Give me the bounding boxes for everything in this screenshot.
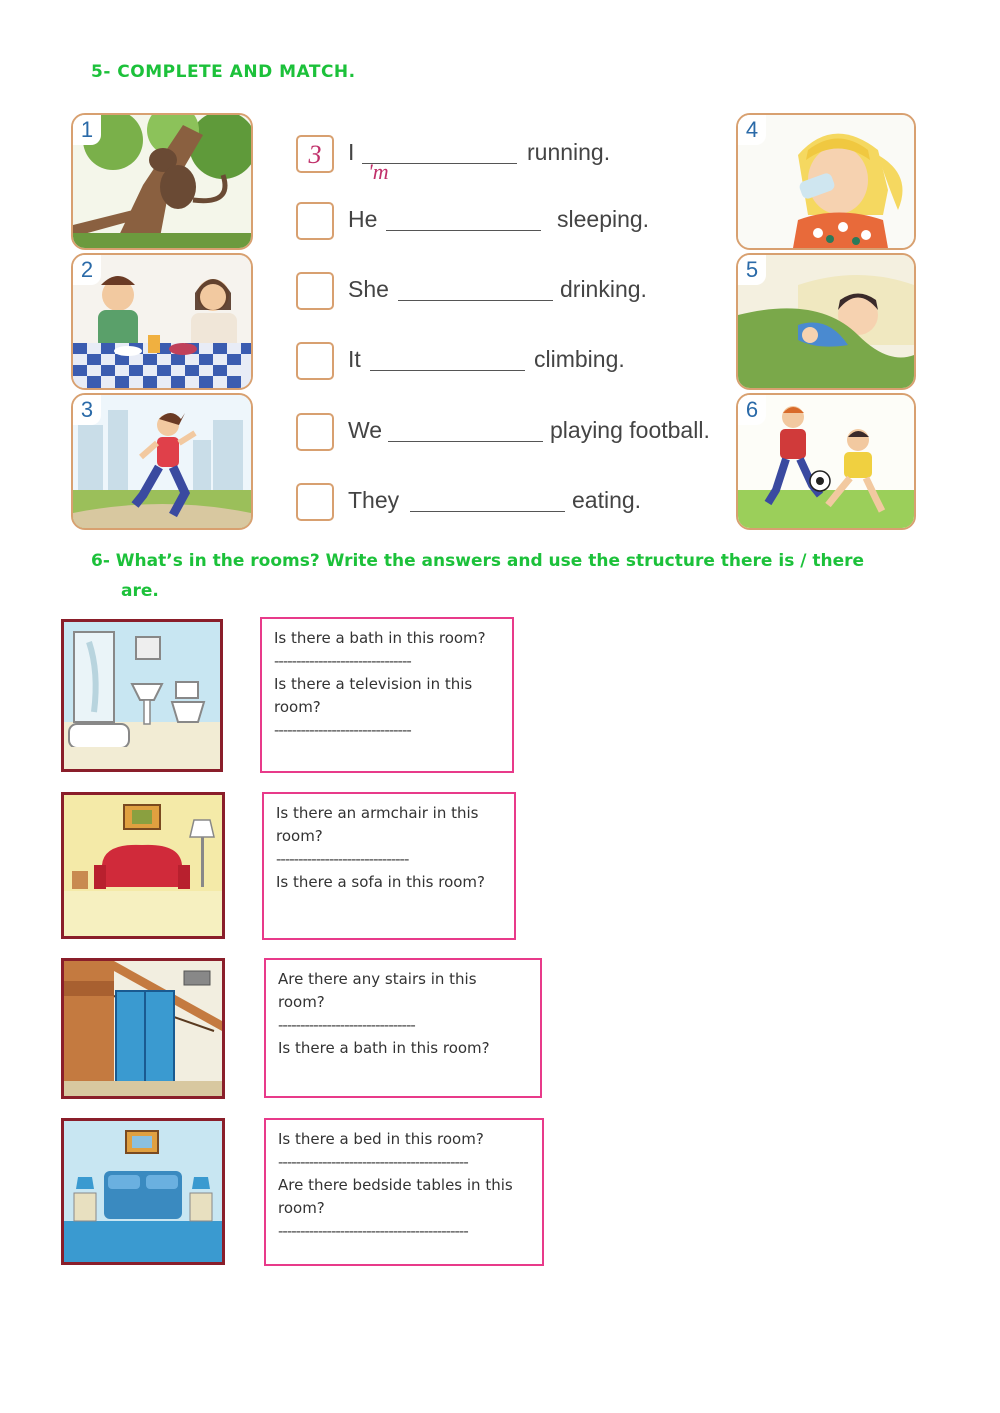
room-picture-living-room — [61, 792, 225, 939]
section-6-heading — [91, 546, 913, 606]
question-box-bedroom — [264, 1118, 544, 1266]
sentence-verb: climbing. — [534, 346, 625, 372]
question-2: Is there a bath in this room? — [278, 1039, 490, 1057]
question-1: Is there an armchair in this room? — [276, 804, 479, 845]
section-5-heading: 5- COMPLETE AND MATCH. — [91, 62, 356, 82]
answer-blank-2[interactable] — [386, 230, 541, 231]
match-box-2[interactable] — [296, 202, 334, 240]
hall-illustration — [64, 961, 222, 1096]
question-1: Is there a bed in this room? — [278, 1130, 484, 1148]
question-1: Are there any stairs in this room? — [278, 970, 477, 1011]
sentence-verb: playing football. — [550, 417, 710, 443]
question-1: Is there a bath in this room? — [274, 629, 486, 647]
sentence-verb: running. — [527, 139, 611, 165]
sentence-subject: I — [348, 139, 355, 165]
answer-blank-4[interactable] — [370, 370, 525, 371]
sentence-verb: eating. — [572, 487, 642, 513]
sentence-subject: We — [348, 417, 383, 443]
question-box-bathroom — [260, 617, 514, 773]
picture-number: 3 — [73, 395, 101, 425]
match-box-3[interactable] — [296, 272, 334, 310]
section-6-heading-line2: are. — [121, 581, 159, 601]
answer-blank-1[interactable] — [362, 159, 517, 184]
picture-number: 4 — [738, 115, 766, 145]
question-2: Is there a television in this room? — [274, 675, 473, 716]
picture-number: 6 — [738, 395, 766, 425]
answer-line-2[interactable]: ------------------------------- — [274, 721, 411, 739]
question-box-living-room — [262, 792, 516, 940]
picture-number: 5 — [738, 255, 766, 285]
picture-5-sleeping — [736, 253, 916, 390]
room-picture-bedroom — [61, 1118, 225, 1265]
picture-4-drinking — [736, 113, 916, 250]
answer-blank-6[interactable] — [410, 511, 565, 512]
sentence-subject: He — [348, 206, 378, 232]
match-box-6[interactable] — [296, 483, 334, 521]
answer-blank-3[interactable] — [398, 300, 553, 301]
answer-line-2[interactable]: ------------------------------------------- — [278, 1222, 468, 1240]
sentence-subject: She — [348, 276, 389, 302]
answer-blank-5[interactable] — [388, 441, 543, 442]
bedroom-illustration — [64, 1121, 222, 1262]
picture-6-football — [736, 393, 916, 530]
sentence-verb: sleeping. — [557, 206, 650, 232]
bathroom-illustration — [64, 622, 220, 769]
sentence-subject: It — [348, 346, 361, 372]
room-picture-bathroom — [61, 619, 223, 772]
answer-line-1[interactable]: ------------------------------ — [276, 850, 409, 868]
answer-line-1[interactable]: ------------------------------- — [278, 1016, 415, 1034]
picture-1-monkey-climbing — [71, 113, 253, 250]
picture-3-running — [71, 393, 253, 530]
match-box-5[interactable] — [296, 413, 334, 451]
question-2: Is there a sofa in this room? — [276, 873, 485, 891]
question-2: Are there bedside tables in this room? — [278, 1176, 513, 1217]
room-picture-hall — [61, 958, 225, 1099]
filled-answer: 'm — [368, 159, 389, 184]
picture-2-eating — [71, 253, 253, 390]
picture-number: 2 — [73, 255, 101, 285]
question-box-hall — [264, 958, 542, 1098]
match-box-4[interactable] — [296, 342, 334, 380]
living-room-illustration — [64, 795, 222, 936]
sentence-subject: They — [348, 487, 400, 513]
picture-number: 1 — [73, 115, 101, 145]
answer-line-1[interactable]: ------------------------------------------- — [278, 1153, 468, 1171]
section-6-heading-line1: 6- What’s in the rooms? Write the answers and use the structure there is / there — [91, 551, 865, 571]
sentence-verb: drinking. — [560, 276, 647, 302]
answer-line-1[interactable]: ------------------------------- — [274, 652, 411, 670]
match-box-1[interactable]: 3 — [296, 135, 334, 173]
